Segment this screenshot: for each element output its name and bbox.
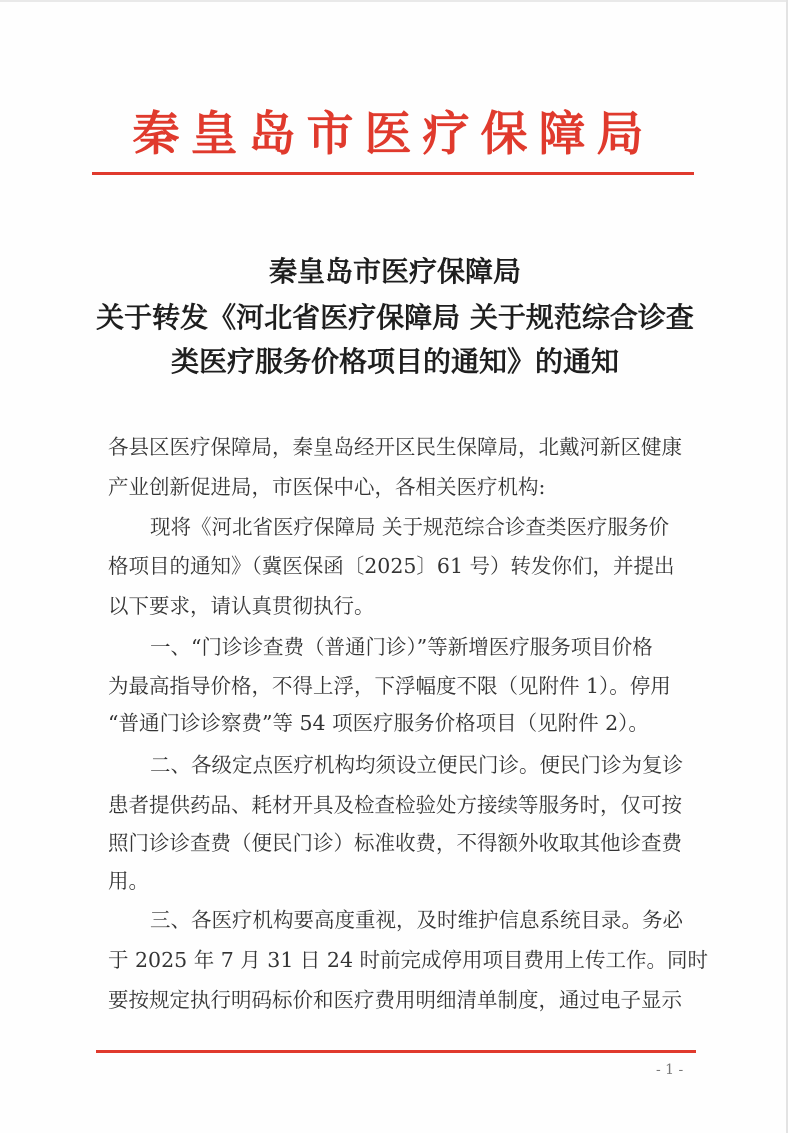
body-line: 二、各级定点医疗机构均须设立便民门诊。便民门诊为复诊 — [150, 753, 683, 777]
body-line: 患者提供药品、耗材开具及检查检验处方接续等服务时，仅可按 — [108, 793, 682, 817]
document-title-line-1: 秦皇岛市医疗保障局 — [268, 255, 521, 288]
body-line: 一、“门诊诊查费（普通门诊）”等新增医疗服务项目价格 — [150, 635, 653, 659]
body-line: 用。 — [108, 869, 149, 893]
body-line: 为最高指导价格，不得上浮，下浮幅度不限（见附件 1）。停用 — [108, 674, 671, 698]
body-line: 三、各医疗机构要高度重视，及时维护信息系统目录。务必 — [150, 908, 683, 932]
body-line: 照门诊诊查费（便民门诊）标准收费，不得额外收取其他诊查费 — [108, 831, 682, 855]
letterhead-red-rule — [92, 172, 694, 175]
body-line: 各县区医疗保障局，秦皇岛经开区民生保障局，北戴河新区健康 — [108, 435, 682, 459]
page-frame-top — [0, 0, 788, 2]
footer-red-rule — [96, 1050, 696, 1053]
body-line: 格项目的通知》（冀医保函〔2025〕61 号）转发你们，并提出 — [108, 554, 675, 578]
document-title-line-3: 类医疗服务价格项目的通知》的通知 — [170, 345, 619, 378]
body-line: 于 2025 年 7 月 31 日 24 时前完成停用项目费用上传工作。同时 — [108, 948, 709, 972]
body-line: 现将《河北省医疗保障局 关于规范综合诊查类医疗服务价 — [150, 515, 670, 539]
body-line: 产业创新促进局，市医保中心，各相关医疗机构: — [108, 475, 546, 499]
body-line: 要按规定执行明码标价和医疗费用明细清单制度，通过电子显示 — [108, 988, 682, 1012]
body-line: “普通门诊诊察费”等 54 项医疗服务价格项目（见附件 2）。 — [108, 711, 649, 735]
letterhead-org-name: 秦皇岛市医疗保障局 — [132, 107, 655, 162]
document-title-line-2: 关于转发《河北省医疗保障局 关于规范综合诊查 — [96, 301, 694, 334]
page-number: - 1 - — [656, 1062, 684, 1078]
body-line: 以下要求，请认真贯彻执行。 — [108, 594, 375, 618]
